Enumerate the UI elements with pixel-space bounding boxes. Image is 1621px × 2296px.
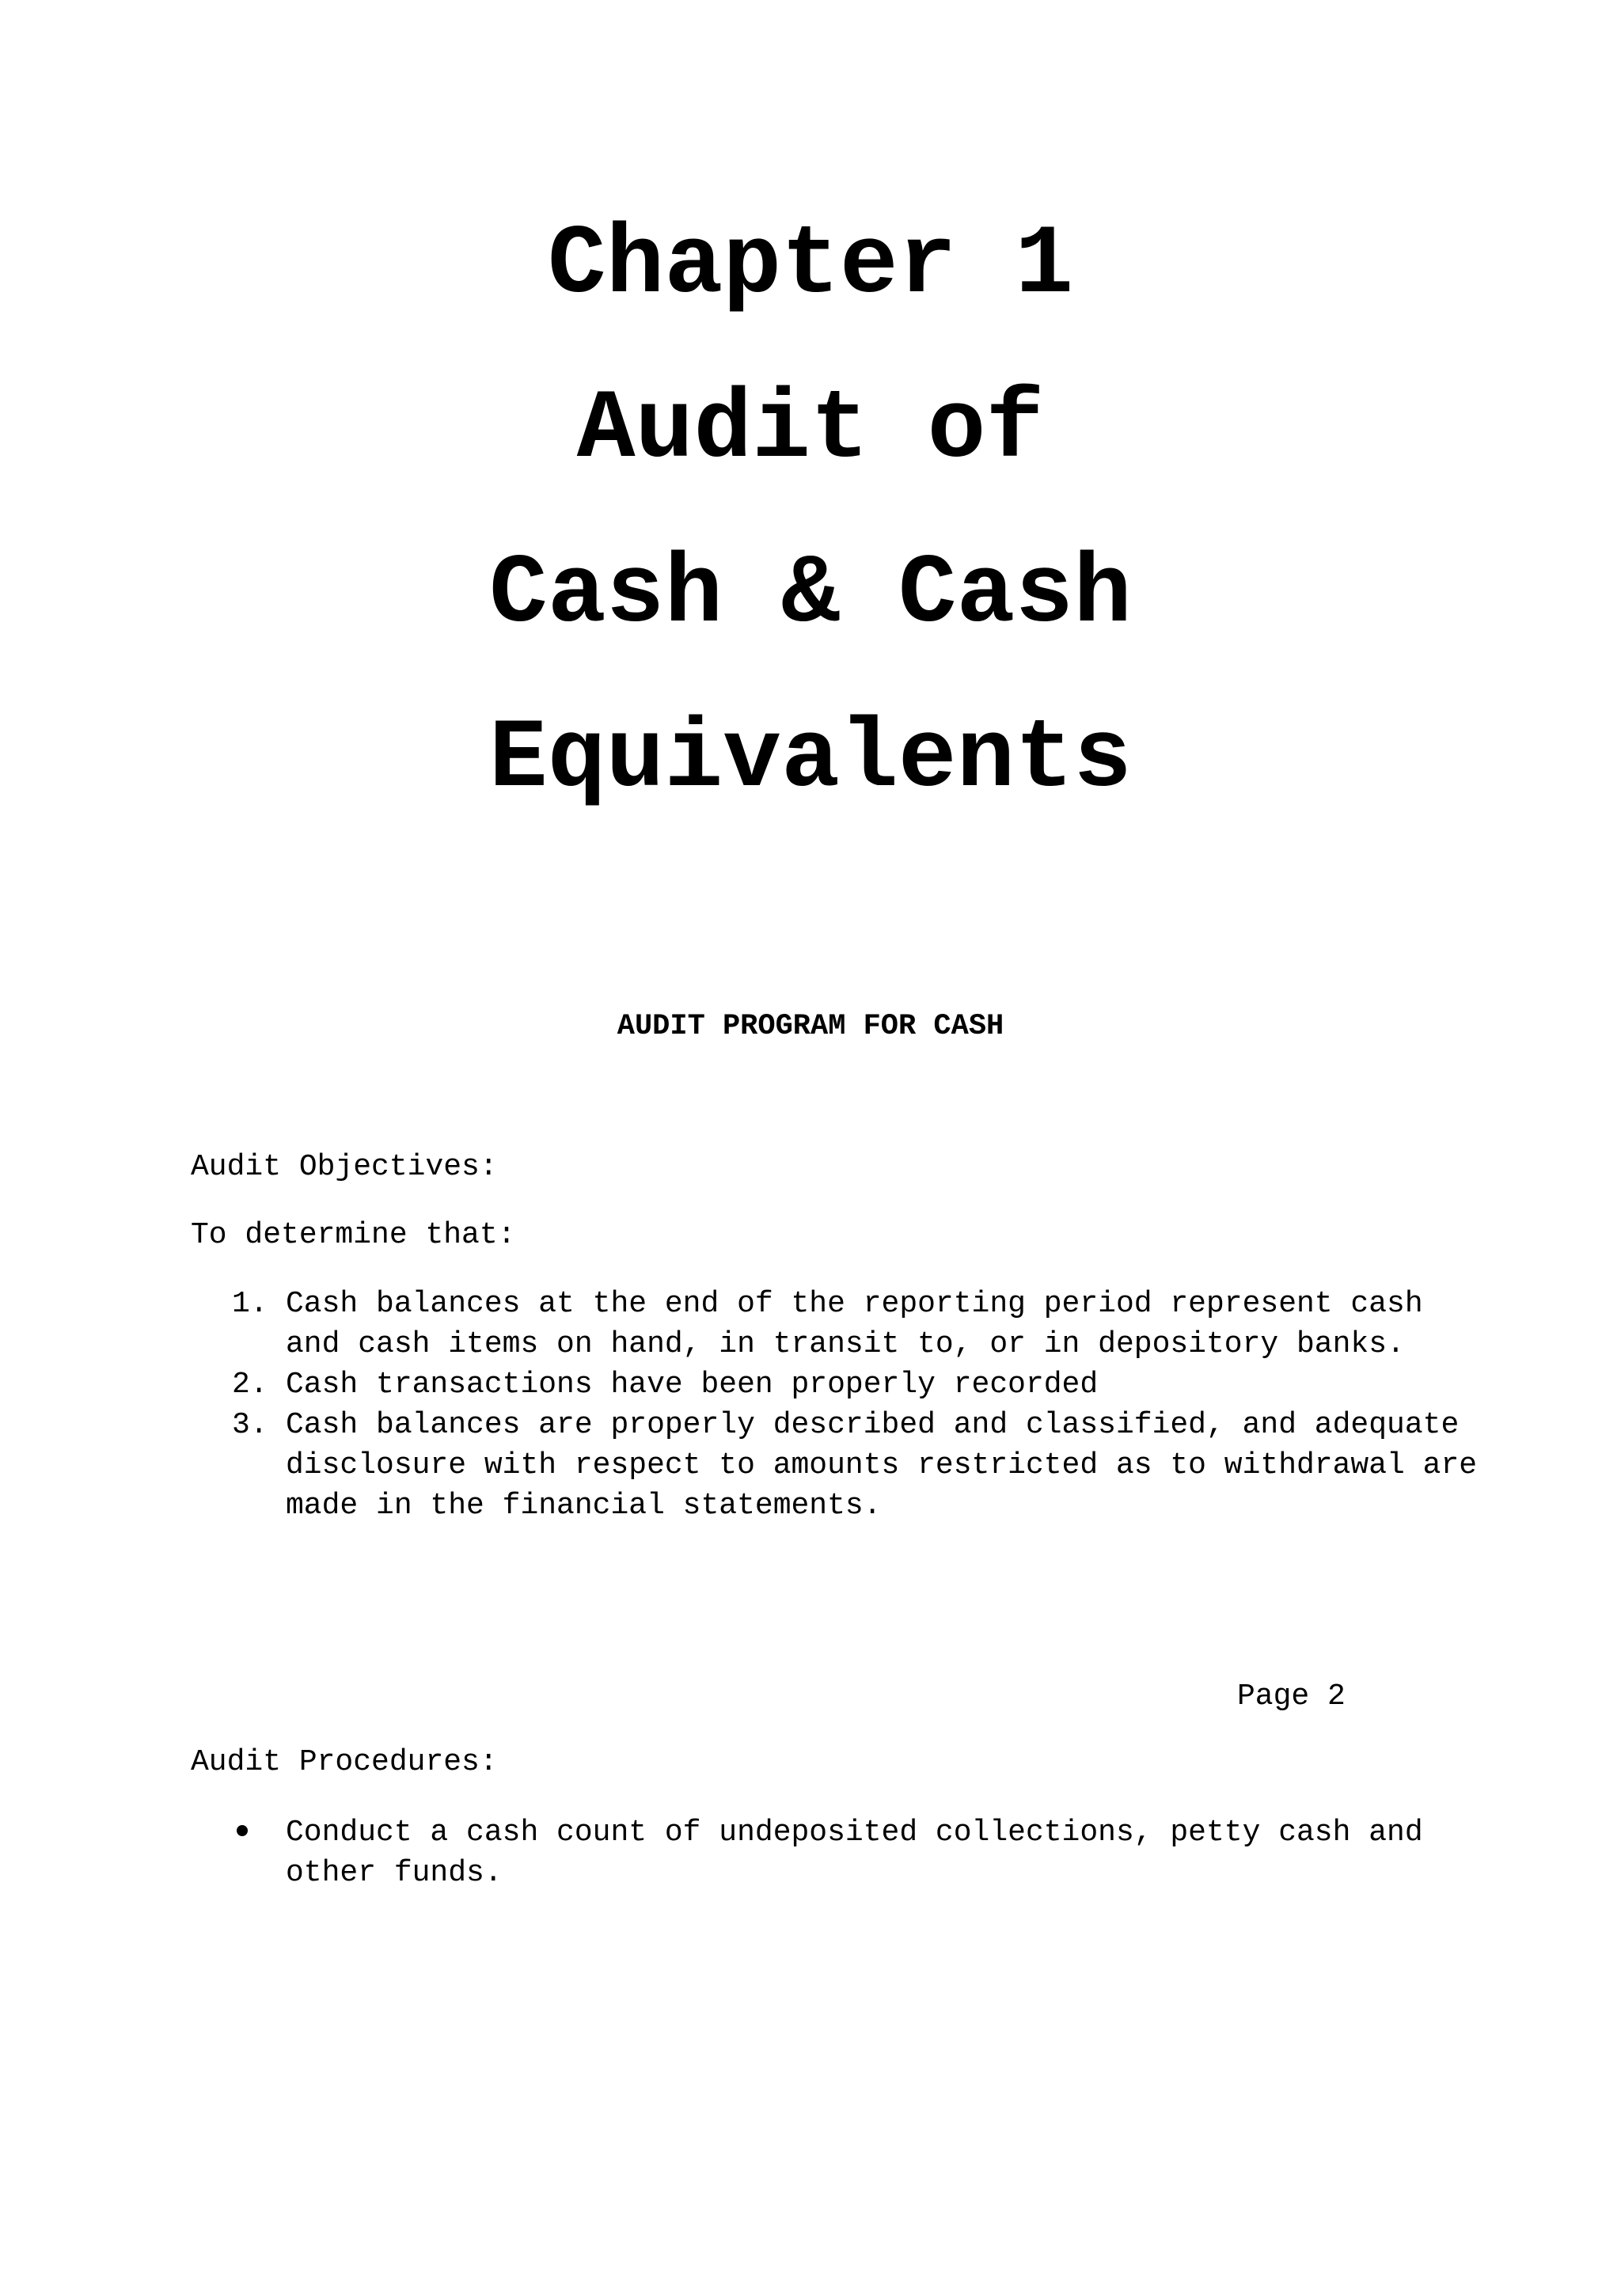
objectives-intro: To determine that: <box>191 1218 516 1252</box>
list-item <box>191 1405 1489 1526</box>
list-item-text: Cash balances are properly described and classified, and adequate disclosure with respect to amounts restricted as to withdrawal are made in the financial statements. <box>286 1408 1478 1523</box>
audit-objectives-label: Audit Objectives: <box>191 1150 498 1184</box>
audit-procedures-label: Audit Procedures: <box>191 1745 498 1779</box>
list-item-text: Cash balances at the end of the reporting period represent cash and cash items on hand, in transit to, or in depository banks. <box>286 1287 1423 1361</box>
list-item <box>191 1812 1489 1893</box>
page-number: Page 2 <box>1237 1679 1346 1713</box>
chapter-title-line: Chapter 1 <box>547 211 1074 321</box>
list-item <box>191 1284 1489 1364</box>
procedures-list <box>191 1812 1489 1893</box>
list-item-number: 2. <box>232 1368 268 1402</box>
chapter-title-line: Equivalents <box>489 704 1132 814</box>
list-item-text: Cash transactions have been properly recorded <box>286 1368 1099 1402</box>
bullet-icon <box>237 1825 248 1836</box>
list-item <box>191 1364 1489 1405</box>
list-item-number: 3. <box>232 1408 268 1442</box>
chapter-title <box>0 184 1621 842</box>
list-item-text: Conduct a cash count of undeposited collections, petty cash and other funds. <box>286 1816 1423 1890</box>
objectives-list <box>191 1284 1489 1526</box>
chapter-title-line: Audit of <box>576 375 1045 485</box>
chapter-title-line: Cash & Cash <box>489 540 1132 650</box>
audit-program-heading: AUDIT PROGRAM FOR CASH <box>617 1010 1004 1043</box>
list-item-number: 1. <box>232 1287 268 1321</box>
